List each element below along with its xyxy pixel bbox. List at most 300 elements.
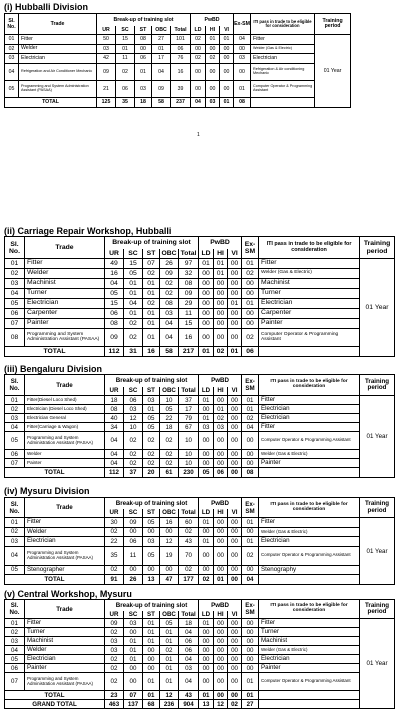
table-row (5, 628, 395, 637)
exsm-cell: 01 (242, 299, 259, 309)
vi-cell: 00 (228, 259, 242, 269)
header-ur: UR (105, 611, 124, 619)
sc-cell: 06 (124, 396, 143, 405)
ur-cell: 04 (105, 279, 124, 289)
header-pwbd: PwBD (199, 237, 242, 249)
ur-cell: 04 (105, 432, 124, 450)
trade-cell: Programming and System Administration Assistant (PASAA) (25, 673, 105, 691)
table-row (5, 54, 351, 64)
sl-no-cell: 04 (5, 289, 25, 299)
total-cell: 10 (179, 459, 199, 468)
total-row (5, 575, 395, 585)
header-exsm: Ex-SM (234, 14, 251, 35)
sl-no-cell: 06 (5, 450, 25, 459)
ld-cell: 00 (199, 459, 214, 468)
vi-total-cell: 00 (228, 468, 242, 478)
st-cell: 01 (143, 319, 160, 329)
sc-cell: 00 (124, 628, 143, 637)
table-row (5, 423, 395, 432)
sc-cell: 10 (124, 423, 143, 432)
trade-cell: Machinist (25, 637, 105, 646)
exsm-cell: 00 (242, 450, 259, 459)
total-total-cell: 217 (179, 347, 199, 357)
trade-cell: Fitter (25, 518, 105, 528)
obc-total-cell: 61 (160, 468, 179, 478)
st-cell: 05 (143, 414, 160, 423)
sc-cell: 00 (124, 673, 143, 691)
exsm-cell: 01 (234, 80, 251, 97)
header-ur: UR (105, 249, 124, 259)
st-total-cell: 18 (135, 97, 152, 107)
ld-total-cell: 05 (199, 468, 214, 478)
table-row (5, 414, 395, 423)
trade-cell: Electrician (19, 54, 97, 64)
total-cell: 06 (179, 637, 199, 646)
hi-total-cell: 06 (214, 468, 228, 478)
hi-total-cell: 02 (214, 347, 228, 357)
ld-total-cell: 04 (191, 97, 206, 107)
sc-cell: 06 (116, 80, 135, 97)
header-trade: Trade (19, 14, 97, 35)
header-st: ST (143, 611, 160, 619)
obc-total-cell: 12 (160, 691, 179, 700)
iti-trade-cell: Computer Operator & Programming Assistant (259, 546, 360, 565)
ur-cell: 02 (105, 527, 124, 537)
header-ur: UR (105, 387, 124, 396)
ld-total-cell: 02 (199, 575, 214, 585)
iti-trade-cell: Welder (Gas & Electric) (251, 44, 315, 54)
header-pwbd: PwBD (199, 498, 242, 509)
trade-cell: Electrician (25, 655, 105, 664)
hi-cell: 00 (214, 299, 228, 309)
ld-cell: 00 (191, 80, 206, 97)
ld-cell: 00 (199, 269, 214, 279)
table-row (5, 527, 395, 537)
vi-cell: 00 (228, 289, 242, 299)
ur-cell: 02 (105, 673, 124, 691)
training-period-cell: 01 Year (315, 35, 351, 108)
trade-cell: Electrician (Diesel Loco Shed) (25, 405, 105, 414)
header-training-period: Training period (360, 237, 395, 259)
ur-cell: 50 (97, 35, 116, 45)
sl-no-cell: 03 (5, 279, 25, 289)
exsm-total-cell: 08 (234, 97, 251, 107)
total-total-cell: 43 (179, 691, 199, 700)
hi-cell: 00 (214, 319, 228, 329)
sc-cell: 01 (124, 309, 143, 319)
ur-cell: 09 (105, 329, 124, 347)
vi-cell: 00 (228, 329, 242, 347)
trade-cell: Stenographer (25, 565, 105, 575)
iti-blank-cell (259, 691, 360, 700)
exsm-cell: 00 (242, 637, 259, 646)
ur-cell: 42 (97, 54, 116, 64)
total-cell: 60 (179, 518, 199, 528)
total-cell: 67 (179, 423, 199, 432)
exsm-cell: 01 (242, 259, 259, 269)
table-row (5, 279, 395, 289)
vi-cell: 00 (228, 414, 242, 423)
iti-trade-cell: Computer Operator & Programming Assistant (259, 432, 360, 450)
ur-cell: 09 (97, 63, 116, 80)
table-row (5, 80, 351, 97)
section-title: (v) Central Workshop, Mysuru (4, 589, 132, 599)
obc-cell: 03 (160, 309, 179, 319)
ur-cell: 34 (105, 423, 124, 432)
ld-cell: 00 (199, 628, 214, 637)
header-sc: SC (116, 26, 135, 35)
training-period-cell: 01 Year (360, 396, 395, 478)
total-row-label: TOTAL (5, 97, 97, 107)
sc-cell: 02 (124, 319, 143, 329)
obc-cell: 02 (160, 279, 179, 289)
ld-cell: 00 (199, 565, 214, 575)
header-breakup: Break-up of training slot (105, 237, 199, 249)
sl-no-cell: 07 (5, 673, 25, 691)
exsm-cell: 00 (242, 279, 259, 289)
total-row-label: TOTAL (5, 347, 105, 357)
header-hi: HI (214, 387, 228, 396)
header-sl-no: Sl. No. (5, 237, 25, 259)
trade-cell: Carpenter (25, 309, 105, 319)
total-cell: 16 (171, 63, 191, 80)
ld-cell: 02 (191, 54, 206, 64)
st-cell: 01 (143, 628, 160, 637)
obc-cell: 00 (160, 565, 179, 575)
header-obc: OBC (160, 611, 179, 619)
obc-cell: 05 (160, 619, 179, 628)
ld-cell: 00 (199, 329, 214, 347)
ur-cell: 18 (105, 396, 124, 405)
sl-no-cell: 01 (5, 396, 25, 405)
table-header-row (5, 14, 351, 26)
header-obc: OBC (160, 509, 179, 518)
ld-cell: 00 (199, 299, 214, 309)
exsm-cell: 02 (242, 269, 259, 279)
ld-cell: 01 (199, 414, 214, 423)
sc-total-cell: 31 (124, 347, 143, 357)
iti-trade-cell: Electrician (259, 414, 360, 423)
obc-cell: 02 (160, 289, 179, 299)
st-total-cell: 20 (143, 468, 160, 478)
st-cell: 01 (143, 279, 160, 289)
ld-cell: 01 (199, 619, 214, 628)
sl-no-cell: 05 (5, 565, 25, 575)
iti-trade-cell: Welder (Gas & Electric) (259, 527, 360, 537)
trade-cell: Turner (25, 289, 105, 299)
obc-cell: 26 (160, 259, 179, 269)
iti-trade-cell: Electrician (259, 655, 360, 664)
total-cell: 101 (171, 35, 191, 45)
sl-no-cell: 07 (5, 319, 25, 329)
ld-cell: 01 (199, 396, 214, 405)
obc-cell: 08 (160, 299, 179, 309)
st-cell: 01 (135, 63, 152, 80)
total-cell: 79 (179, 414, 199, 423)
training-slot-table (4, 374, 395, 478)
ur-cell: 02 (105, 664, 124, 673)
sc-cell: 02 (124, 432, 143, 450)
sc-cell: 00 (124, 664, 143, 673)
sl-no-cell: 04 (5, 423, 25, 432)
exsm-cell: 00 (242, 664, 259, 673)
vi-cell: 00 (220, 54, 234, 64)
sl-no-cell: 02 (5, 269, 25, 279)
obc-cell: 17 (152, 54, 171, 64)
grand-total-row (5, 700, 395, 709)
sc-cell: 01 (116, 44, 135, 54)
table-row (5, 619, 395, 628)
obc-cell: 04 (160, 329, 179, 347)
vi-cell: 00 (228, 565, 242, 575)
sl-no-cell: 03 (5, 414, 25, 423)
table-row (5, 673, 395, 691)
trade-cell: Electrician (25, 537, 105, 547)
total-row (5, 97, 351, 107)
obc-cell: 12 (160, 537, 179, 547)
sc-cell: 02 (116, 63, 135, 80)
iti-trade-cell: Electrician (259, 405, 360, 414)
iti-trade-cell: Turner (259, 628, 360, 637)
total-cell: 43 (179, 537, 199, 547)
total-total-cell: 904 (179, 700, 199, 709)
table-header-row (5, 375, 395, 387)
sl-no-cell: 03 (5, 537, 25, 547)
hi-cell: 00 (214, 664, 228, 673)
header-hi: HI (214, 249, 228, 259)
vi-cell: 00 (220, 44, 234, 54)
iti-trade-cell: Fitter (259, 396, 360, 405)
hi-cell: 00 (206, 44, 220, 54)
header-hi: HI (214, 509, 228, 518)
exsm-cell: 04 (234, 35, 251, 45)
ld-cell: 00 (199, 289, 214, 299)
vi-cell: 00 (228, 527, 242, 537)
ld-cell: 00 (191, 63, 206, 80)
iti-trade-cell: Machinist (259, 279, 360, 289)
total-row (5, 691, 395, 700)
table-header-row (5, 600, 395, 611)
iti-trade-cell: Electrician (259, 537, 360, 547)
header-total: Total (179, 387, 199, 396)
trade-cell: Painter (25, 664, 105, 673)
ld-cell: 00 (199, 432, 214, 450)
iti-trade-cell: Computer Operator & Programming Assistant (259, 673, 360, 691)
trade-cell: Welder (25, 646, 105, 655)
st-cell: 00 (143, 655, 160, 664)
vi-total-cell: 01 (228, 347, 242, 357)
ld-cell: 01 (199, 537, 214, 547)
hi-cell: 00 (214, 459, 228, 468)
trade-cell: Programming and System Administration Assistant (PASAA) (25, 546, 105, 565)
ur-total-cell: 23 (105, 691, 124, 700)
sc-cell: 09 (124, 518, 143, 528)
obc-cell: 00 (160, 527, 179, 537)
st-cell: 02 (143, 459, 160, 468)
total-cell: 08 (179, 279, 199, 289)
obc-cell: 18 (160, 423, 179, 432)
st-cell: 01 (143, 619, 160, 628)
table-row (5, 432, 395, 450)
table-row (5, 329, 395, 347)
exsm-cell: 00 (234, 63, 251, 80)
ur-cell: 05 (105, 289, 124, 299)
vi-cell: 00 (228, 628, 242, 637)
obc-cell: 05 (160, 405, 179, 414)
header-st: ST (143, 249, 160, 259)
total-cell: 11 (179, 309, 199, 319)
vi-cell: 01 (228, 299, 242, 309)
exsm-cell: 00 (242, 619, 259, 628)
iti-trade-cell: Fitter (259, 259, 360, 269)
vi-cell: 00 (228, 396, 242, 405)
header-pwbd: PwBD (199, 600, 242, 611)
header-ld: LD (199, 249, 214, 259)
header-st: ST (135, 26, 152, 35)
training-slot-table (4, 599, 395, 709)
sc-total-cell: 26 (124, 575, 143, 585)
obc-cell: 02 (160, 459, 179, 468)
hi-total-cell: 03 (206, 97, 220, 107)
iti-trade-cell: Machinist (259, 637, 360, 646)
iti-trade-cell: Painter (259, 459, 360, 468)
iti-trade-cell: Electrician (251, 54, 315, 64)
header-ld: LD (199, 509, 214, 518)
ld-cell: 00 (199, 450, 214, 459)
sc-cell: 01 (124, 646, 143, 655)
header-st: ST (143, 387, 160, 396)
st-total-cell: 13 (143, 575, 160, 585)
sl-no-cell: 01 (5, 35, 19, 45)
total-cell: 18 (179, 619, 199, 628)
header-sc: SC (124, 509, 143, 518)
st-cell: 08 (135, 35, 152, 45)
iti-blank-cell (259, 468, 360, 478)
header-vi: VI (228, 611, 242, 619)
header-ur: UR (97, 26, 116, 35)
total-cell: 37 (179, 396, 199, 405)
obc-cell: 02 (160, 432, 179, 450)
header-training-period: Training period (360, 498, 395, 518)
st-cell: 01 (143, 405, 160, 414)
vi-cell: 00 (228, 637, 242, 646)
header-sl-no: Sl. No. (5, 14, 19, 35)
header-sc: SC (124, 611, 143, 619)
header-exsm: Ex-SM (242, 375, 259, 396)
trade-cell: Machinist (25, 279, 105, 289)
table-row (5, 655, 395, 664)
ld-cell: 00 (191, 44, 206, 54)
vi-total-cell: 01 (220, 97, 234, 107)
table-header-row (5, 237, 395, 249)
sc-cell: 00 (124, 527, 143, 537)
hi-cell: 00 (214, 655, 228, 664)
exsm-cell: 03 (234, 54, 251, 64)
sl-no-cell: 01 (5, 619, 25, 628)
vi-cell: 00 (228, 319, 242, 329)
table-row (5, 637, 395, 646)
sl-no-cell: 02 (5, 44, 19, 54)
exsm-total-cell: 06 (242, 347, 259, 357)
sl-no-cell: 04 (5, 546, 25, 565)
header-ur: UR (105, 509, 124, 518)
ld-cell: 00 (199, 655, 214, 664)
obc-cell: 09 (160, 269, 179, 279)
total-cell: 10 (179, 432, 199, 450)
st-cell: 06 (135, 54, 152, 64)
ur-cell: 08 (105, 319, 124, 329)
table-row (5, 309, 395, 319)
sl-no-cell: 05 (5, 80, 19, 97)
total-cell: 02 (179, 565, 199, 575)
section-title: (iii) Bengaluru Division (4, 364, 103, 374)
sc-cell: 00 (124, 565, 143, 575)
trade-cell: Programming and System Administration Assistant (PASAA) (25, 329, 105, 347)
exsm-cell: 02 (242, 414, 259, 423)
sc-cell: 11 (124, 546, 143, 565)
table-row (5, 396, 395, 405)
ld-total-cell: 13 (199, 700, 214, 709)
hi-cell: 02 (214, 414, 228, 423)
sl-no-cell: 06 (5, 309, 25, 319)
iti-blank-cell (251, 97, 315, 107)
header-training-period: Training period (315, 14, 351, 35)
ur-total-cell: 112 (105, 347, 124, 357)
hi-cell: 00 (214, 628, 228, 637)
exsm-cell: 00 (242, 628, 259, 637)
iti-trade-cell: Painter (259, 664, 360, 673)
sl-no-cell: 03 (5, 637, 25, 646)
header-trade: Trade (25, 375, 105, 396)
table-row (5, 518, 395, 528)
ld-cell: 00 (199, 637, 214, 646)
total-row (5, 468, 395, 478)
iti-trade-cell: Welder (Gas & Electric) (259, 646, 360, 655)
obc-cell: 02 (160, 450, 179, 459)
ld-cell: 01 (199, 518, 214, 528)
vi-cell: 00 (228, 279, 242, 289)
st-cell: 00 (143, 527, 160, 537)
header-total: Total (179, 611, 199, 619)
ld-cell: 00 (199, 319, 214, 329)
table-row (5, 63, 351, 80)
hi-cell: 00 (206, 80, 220, 97)
trade-cell: Electrician General (25, 414, 105, 423)
sc-cell: 06 (124, 537, 143, 547)
vi-cell: 00 (228, 655, 242, 664)
table-row (5, 450, 395, 459)
st-total-cell: 16 (143, 347, 160, 357)
iti-trade-cell: Electrician (259, 299, 360, 309)
obc-cell: 16 (160, 518, 179, 528)
iti-trade-cell: Fitter (259, 518, 360, 528)
ur-cell: 03 (97, 44, 116, 54)
vi-cell: 00 (228, 309, 242, 319)
hi-cell: 00 (214, 450, 228, 459)
trade-cell: Fitter (19, 35, 97, 45)
st-cell: 02 (143, 432, 160, 450)
header-breakup: Break-up of training slot (105, 498, 199, 509)
ur-cell: 09 (105, 619, 124, 628)
hi-cell: 00 (214, 619, 228, 628)
header-breakup: Break-up of training slot (105, 600, 199, 611)
sl-no-cell: 07 (5, 459, 25, 468)
exsm-total-cell: 27 (242, 700, 259, 709)
trade-cell: Painter (25, 319, 105, 329)
iti-trade-cell: Computer Operator & Programming Assistant (251, 80, 315, 97)
header-vi: VI (228, 509, 242, 518)
sc-cell: 02 (124, 450, 143, 459)
